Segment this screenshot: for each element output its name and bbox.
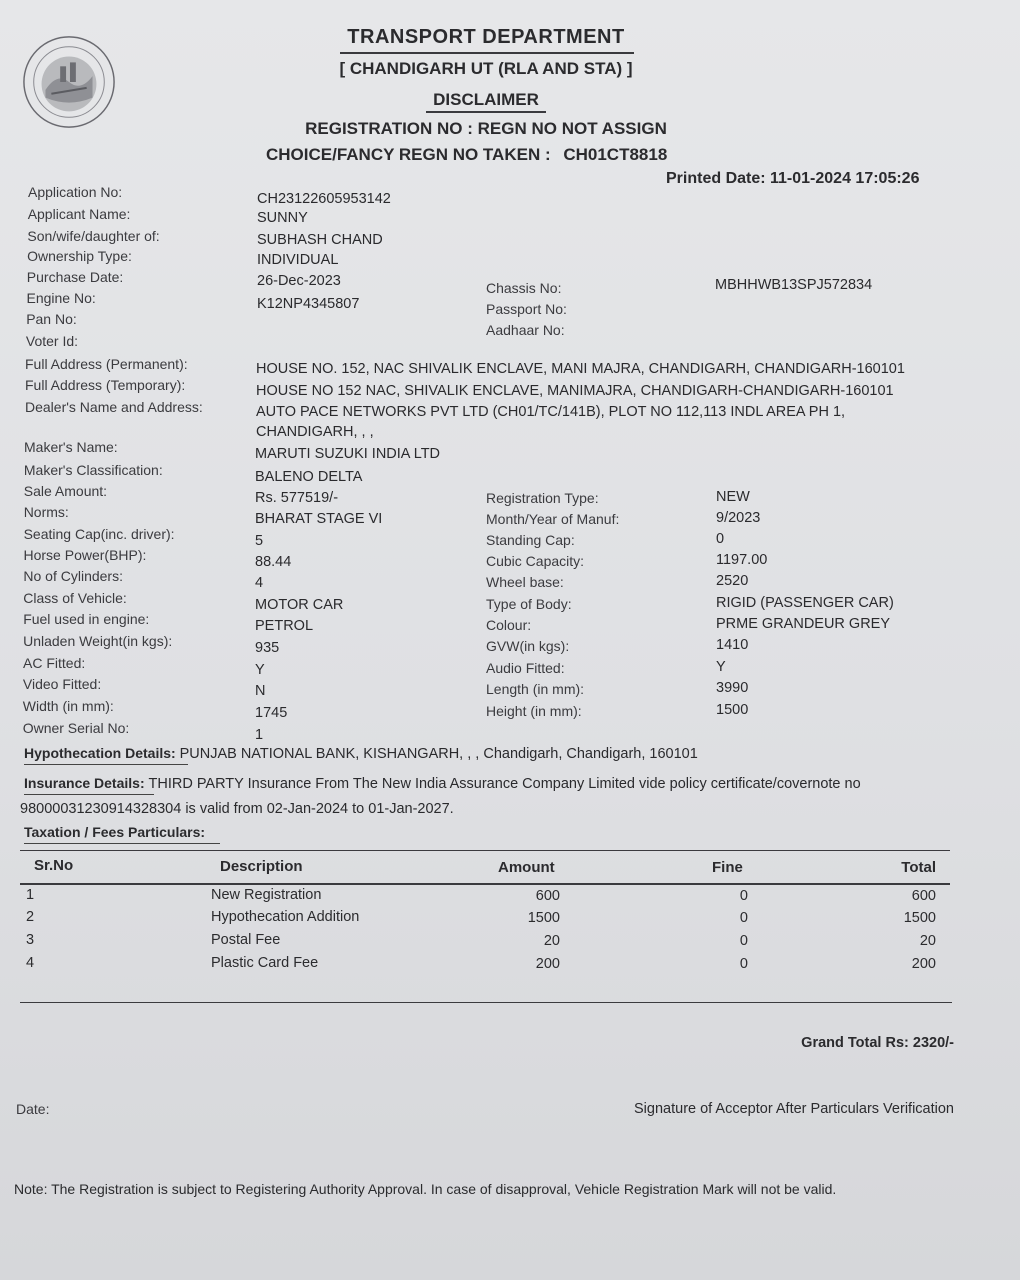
vehicle-label: No of Cylinders: [23,568,123,584]
vehicle-value: PETROL [255,618,314,634]
department-title: TRANSPORT DEPARTMENT [347,26,625,48]
insurance-value: THIRD PARTY Insurance From The New India Assurance Company Limited vide policy certificate/covernote no [148,776,861,792]
vehicle-label: Colour: [486,617,532,633]
field-value: MBHHWB13SPJ572834 [715,277,873,293]
vehicle-label: Class of Vehicle: [23,590,127,606]
fee-fine: 0 [739,933,748,949]
taxation-title [24,824,205,840]
printed-date: Printed Date: 11-01-2024 17:05:26 [666,170,920,187]
vehicle-label: Maker's Name: [24,439,118,455]
taxation-underline [24,843,220,844]
fee-amount: 1500 [527,910,560,926]
vehicle-value: 88.44 [255,554,292,570]
vehicle-label: Registration Type: [486,490,599,506]
fee-description: Postal Fee [211,932,281,948]
fee-srno: 1 [26,887,35,903]
address-label: Full Address (Permanent): [25,356,188,372]
vehicle-label: Wheel base: [486,574,564,590]
vehicle-value: Y [716,659,726,675]
vehicle-label: Height (in mm): [486,703,582,719]
fee-total: 1500 [903,910,936,926]
vehicle-label: Fuel used in engine: [23,611,150,627]
vehicle-value: Y [255,662,265,678]
vehicle-value: 1 [255,727,264,743]
vehicle-value: N [255,683,266,699]
hypothecation-label: Hypothecation Details: [24,745,176,761]
fancy-regn-value: CH01CT8818 [563,145,668,164]
field-value: SUNNY [257,210,308,226]
fee-amount: 20 [543,933,560,949]
field-label: Passport No: [486,301,567,317]
field-label: Application No: [28,184,123,200]
vehicle-label: Unladen Weight(in kgs): [23,633,173,649]
field-label: Voter Id: [25,333,79,349]
fee-srno: 4 [26,955,35,971]
address-label: Full Address (Temporary): [25,377,186,393]
col-header-srno: Sr.No [34,857,74,874]
field-label: Purchase Date: [26,269,124,285]
hypothecation-value: PUNJAB NATIONAL BANK, KISHANGARH, , , Chandigarh, Chandigarh, 160101 [179,746,698,762]
field-value: K12NP4345807 [257,296,360,312]
field-label: Ownership Type: [27,248,132,264]
signature-label: Signature of Acceptor After Particulars Verification [634,1101,954,1117]
field-label: Son/wife/daughter of: [27,228,160,244]
vehicle-value: 1500 [716,702,749,718]
hypothecation-underline [24,764,188,765]
col-header-amount: Amount [498,859,555,876]
approval-note: Note: The Registration is subject to Registering Authority Approval. In case of disapproval, Vehicle Registration Mark will not be valid. [14,1181,837,1197]
vehicle-value: PRME GRANDEUR GREY [716,616,891,632]
fee-fine: 0 [739,956,748,972]
vehicle-label: Seating Cap(inc. driver): [23,526,175,542]
table-bottom-rule [20,1002,952,1003]
taxation-title-text: Taxation / Fees Particulars: [24,824,206,840]
field-value: SUBHASH CHAND [257,232,383,248]
vehicle-label: Standing Cap: [486,532,575,548]
sub-title: [ CHANDIGARH UT (RLA AND STA) ] [339,59,633,78]
vehicle-label: Horse Power(BHP): [23,547,147,563]
insurance-underline [24,794,154,795]
field-label: Aadhaar No: [486,322,565,338]
vehicle-value: 4 [255,575,264,591]
vehicle-value: 1410 [716,637,749,653]
vehicle-label: AC Fitted: [23,655,86,671]
vehicle-value: MARUTI SUZUKI INDIA LTD [255,446,441,462]
fee-description: Hypothecation Addition [211,909,360,925]
address-value: AUTO PACE NETWORKS PVT LTD (CH01/TC/141B), PLOT NO 112,113 INDL AREA PH 1, [256,404,846,420]
fee-total: 200 [911,956,936,972]
vehicle-value: Rs. 577519/- [255,490,339,506]
vehicle-label: Type of Body: [486,596,572,612]
vehicle-value: 9/2023 [716,510,761,526]
title-underline [340,52,634,54]
table-top-rule [20,850,950,851]
address-label: Dealer's Name and Address: [25,399,203,415]
vehicle-value: 1745 [255,705,288,721]
fee-srno: 3 [26,932,35,948]
col-header-total: Total [901,859,936,876]
table-header-rule [20,883,950,885]
date-label: Date: [16,1101,50,1117]
fee-fine: 0 [739,888,748,904]
fancy-regn-line [266,145,667,165]
vehicle-label: Width (in mm): [22,698,114,714]
registration-line: REGISTRATION NO : REGN NO NOT ASSIGN [305,119,667,138]
hypothecation-details [24,745,698,762]
fee-amount: 200 [535,956,560,972]
vehicle-label: GVW(in kgs): [486,638,570,654]
fee-total: 20 [919,933,936,949]
vehicle-value: MOTOR CAR [255,597,344,613]
vehicle-value: BALENO DELTA [255,469,363,485]
vehicle-label: Owner Serial No: [22,720,130,736]
vehicle-value: 5 [255,533,264,549]
field-value: 26-Dec-2023 [257,273,341,289]
fee-total: 600 [911,888,936,904]
vehicle-value: 3990 [716,680,749,696]
fee-srno: 2 [26,909,35,925]
address-value: HOUSE NO 152 NAC, SHIVALIK ENCLAVE, MANIMAJRA, CHANDIGARH-CHANDIGARH-160101 [256,383,894,399]
disclaimer-title: DISCLAIMER [433,90,539,109]
fee-description: New Registration [211,887,322,903]
field-label: Pan No: [26,311,77,327]
field-label: Engine No: [26,290,96,306]
fee-description: Plastic Card Fee [211,955,319,971]
col-header-fine: Fine [712,859,743,876]
insurance-label: Insurance Details: [24,775,145,791]
vehicle-label: Sale Amount: [23,483,108,499]
insurance-value-line2: 98000031230914328304 is valid from 02-Jan-2024 to 01-Jan-2027. [20,801,454,817]
vehicle-label: Audio Fitted: [486,660,565,676]
vehicle-label: Maker's Classification: [23,462,163,478]
vehicle-value: 2520 [716,573,749,589]
col-header-description: Description [220,858,303,875]
vehicle-value: RIGID (PASSENGER CAR) [716,595,894,611]
fancy-regn-label: CHOICE/FANCY REGN NO TAKEN : [266,145,551,164]
insurance-details [24,775,861,792]
vehicle-label: Month/Year of Manuf: [486,511,620,527]
field-value: CH23122605953142 [257,191,391,207]
disclaimer-underline [426,111,546,113]
fee-fine: 0 [739,910,748,926]
vehicle-label: Length (in mm): [486,681,585,697]
field-label: Chassis No: [486,280,562,296]
address-value: HOUSE NO. 152, NAC SHIVALIK ENCLAVE, MANI MAJRA, CHANDIGARH, CHANDIGARH-160101 [256,361,905,377]
field-value: INDIVIDUAL [257,252,339,268]
vehicle-value: 935 [255,640,280,656]
vehicle-value: 0 [716,531,725,547]
vehicle-value: 1197.00 [716,552,768,568]
grand-total: Grand Total Rs: 2320/- [801,1035,954,1051]
fee-amount: 600 [535,888,560,904]
vehicle-label: Video Fitted: [22,676,102,692]
vehicle-value: BHARAT STAGE VI [255,511,383,527]
vehicle-label: Cubic Capacity: [486,553,585,569]
dealer-address-line2: CHANDIGARH, , , [256,424,374,440]
field-label: Applicant Name: [27,206,131,222]
vehicle-label: Norms: [23,504,69,520]
vehicle-value: NEW [716,489,750,505]
